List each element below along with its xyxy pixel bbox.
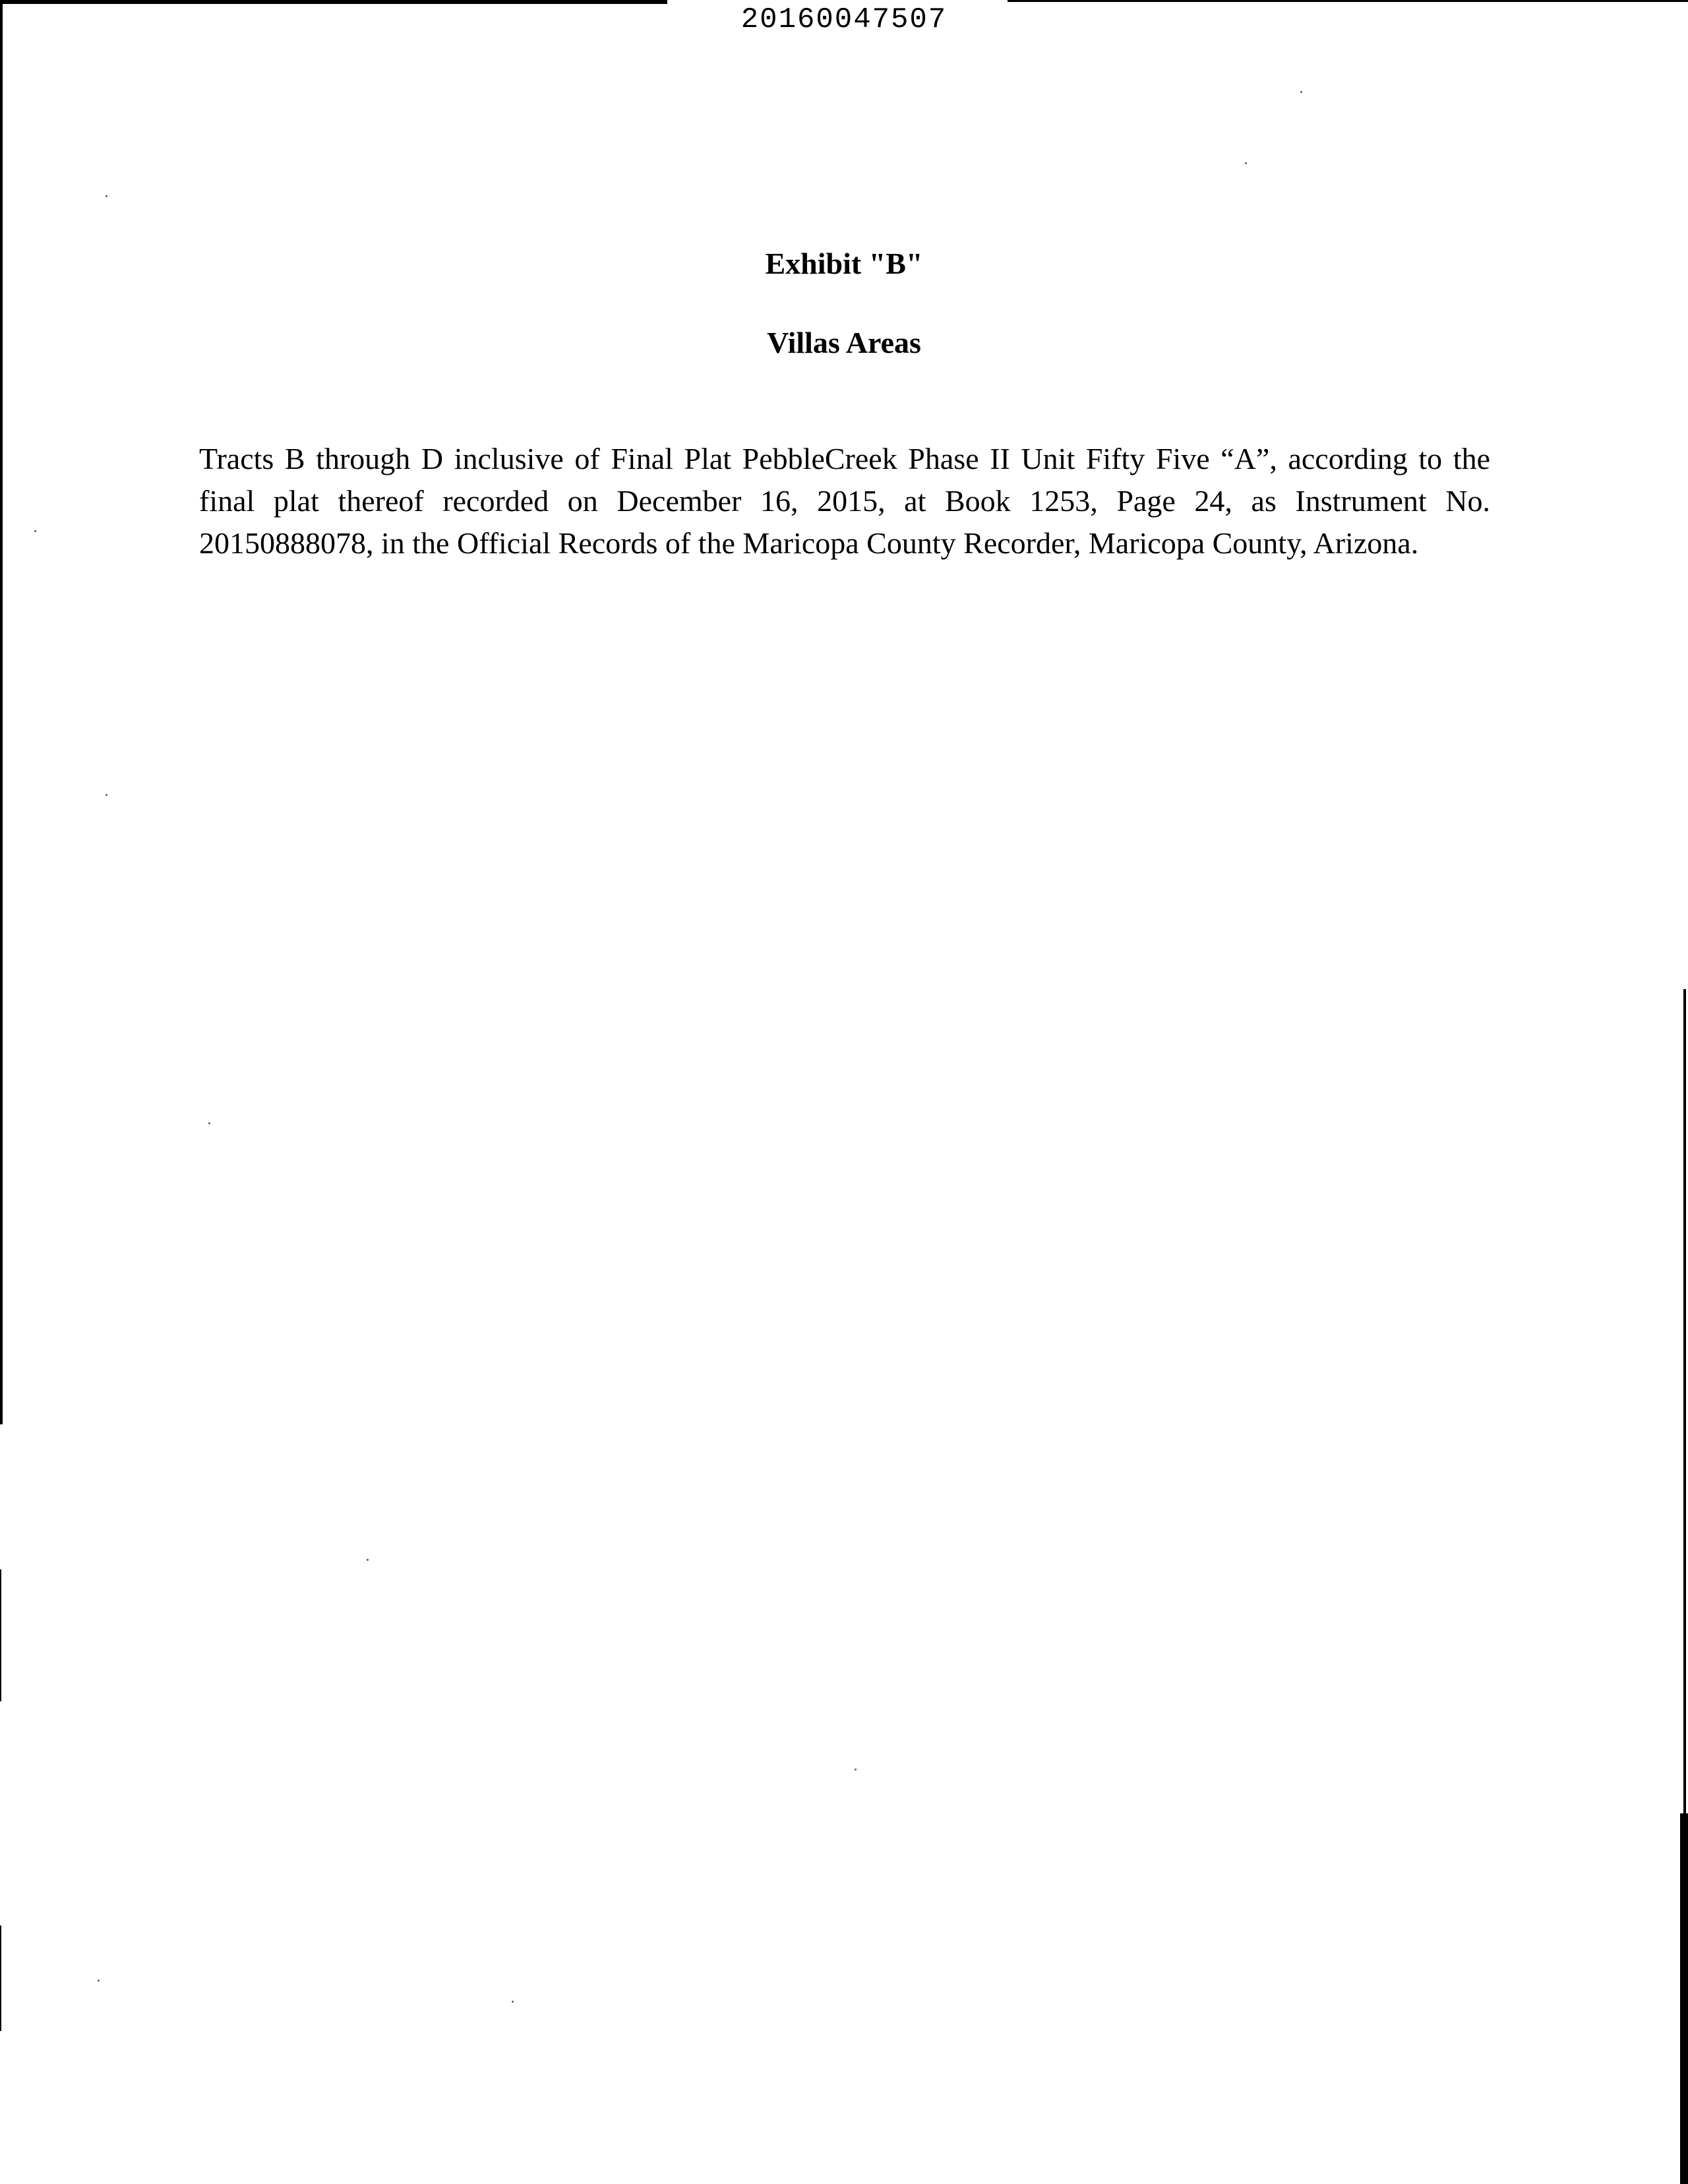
scan-speck <box>1245 162 1247 164</box>
scan-border-right <box>1680 1813 1688 2184</box>
scan-speck <box>98 1980 100 1982</box>
scan-speck <box>367 1559 369 1561</box>
scan-speck <box>34 530 36 532</box>
scan-speck <box>512 2001 514 2003</box>
scan-speck <box>1300 91 1302 93</box>
scan-speck <box>855 1769 857 1771</box>
recording-number: 20160047507 <box>740 3 948 36</box>
scan-border-right-thin <box>1683 989 1686 1813</box>
scan-border-left <box>0 0 3 1424</box>
scan-speck <box>106 195 107 197</box>
scan-border-left-bottom <box>0 1926 1 2031</box>
legal-description-paragraph: Tracts B through D inclusive of Final Plat PebbleCreek Phase II Unit Fifty Five “A”, according to the final plat thereof recorded on December 16, 2015, at Book 1253, Page 24, as Instrument No. 20150888078, in the Official Records of the Maricopa County Recorder, Maricopa County, Arizona. <box>199 442 1490 560</box>
scan-speck <box>106 794 107 796</box>
exhibit-title: Exhibit "B" <box>765 247 923 280</box>
exhibit-subtitle: Villas Areas <box>767 326 921 359</box>
scan-border-left-lower <box>0 1569 1 1701</box>
scan-speck <box>208 1122 210 1124</box>
